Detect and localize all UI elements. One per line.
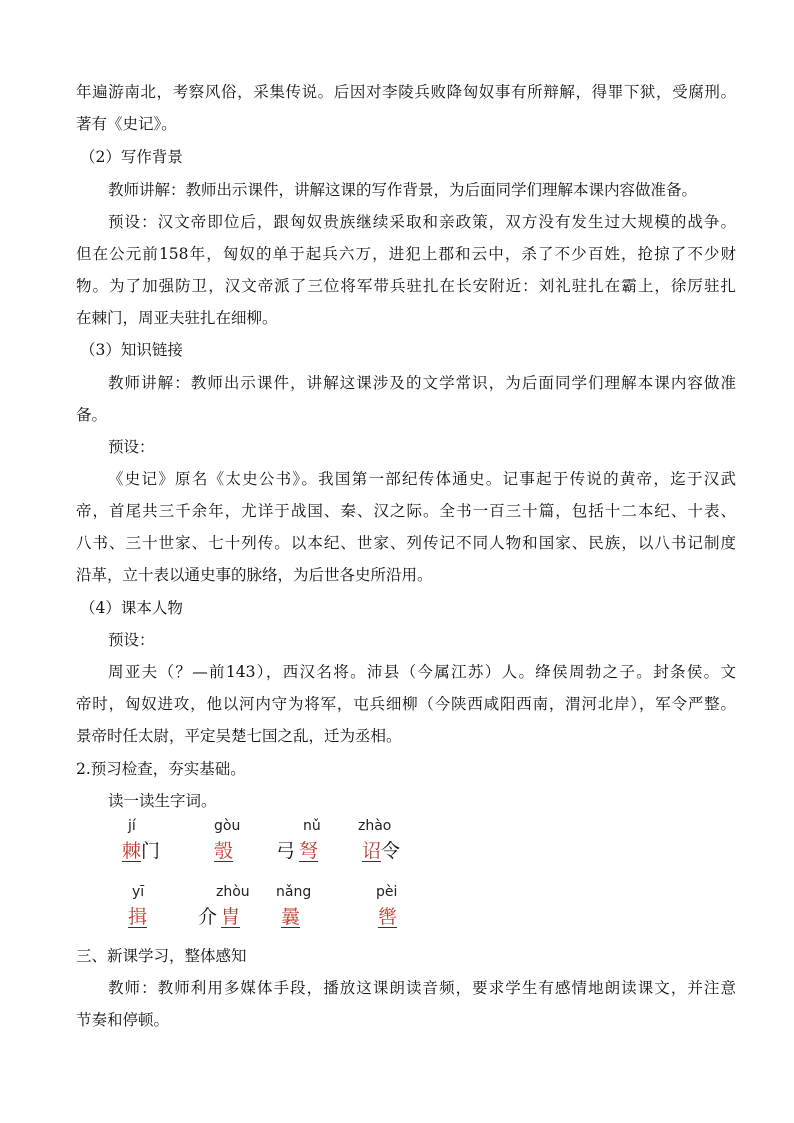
vocab-word	[198, 905, 240, 929]
paragraph-line: 教师讲解：教师出示课件，讲解这课涉及的文学常识，为后面同学们理解本课内容做准	[108, 374, 736, 392]
paragraph-line: 预设：	[108, 631, 155, 649]
vocab-char-plain: 介	[198, 906, 218, 928]
paragraph-line: 物。为了加强防卫，汉文帝派了三位将军带兵驻扎在长安附近：刘礼驻扎在霸上，徐厉驻扎	[76, 277, 736, 295]
section-heading: （2）写作背景	[80, 148, 183, 166]
vocab-word	[281, 905, 300, 929]
pinyin: nǔ	[303, 818, 321, 834]
pinyin: jí	[128, 818, 136, 834]
pinyin: pèi	[376, 884, 398, 900]
paragraph-line: 景帝时任太尉，平定吴楚七国之乱，迁为丞相。	[76, 727, 402, 745]
pinyin: nǎng	[276, 884, 312, 900]
vocab-char-plain: 门	[141, 840, 161, 862]
pinyin: gòu	[214, 818, 241, 834]
paragraph-line: 帝，首尾共三千余年，尤详于战国、秦、汉之际。全书一百三十篇，包括十二本纪、十表、	[76, 502, 736, 520]
vocab-char: 胄	[221, 906, 241, 928]
paragraph-line: 读一读生字词。	[108, 792, 217, 810]
vocab-word	[362, 839, 400, 863]
paragraph-line: 但在公元前158年，匈奴的单于起兵六万，进犯上郡和云中，杀了不少百姓，抢掠了不少财	[76, 245, 736, 263]
paragraph-line: 帝时，匈奴进攻，他以河内守为将军，屯兵细柳（今陕西咸阳西南，渭河北岸），军令严整。	[76, 695, 736, 713]
paragraph-line: 教师：教师利用多媒体手段，播放这课朗读音频，要求学生有感情地朗读课文，并注意	[108, 979, 736, 997]
section-heading: （3）知识链接	[80, 341, 183, 359]
vocab-char-plain: 令	[381, 840, 401, 862]
pinyin: zhòu	[216, 884, 250, 900]
paragraph-line: 教师讲解：教师出示课件，讲解这课的写作背景，为后面同学们理解本课内容做准备。	[108, 181, 698, 199]
vocab-char: 揖	[128, 906, 148, 928]
section-heading: 2.预习检查，夯实基础。	[76, 760, 246, 778]
vocab-word	[378, 905, 397, 929]
vocab-char: 弩	[299, 840, 319, 862]
pinyin: yī	[132, 884, 145, 900]
paragraph-line: 节奏和停顿。	[76, 1011, 170, 1029]
vocab-word	[122, 839, 160, 863]
paragraph-line: 预设：	[108, 438, 155, 456]
paragraph-line: 在棘门，周亚夫驻扎在细柳。	[76, 309, 278, 327]
paragraph-line: 《史记》原名《太史公书》。我国第一部纪传体通史。记事起于传说的黄帝，迄于汉武	[108, 470, 736, 488]
vocab-char: 曩	[281, 906, 301, 928]
paragraph-line: 著有《史记》。	[76, 115, 177, 133]
vocab-word	[214, 839, 233, 863]
vocab-word	[128, 905, 147, 929]
vocab-char: 彀	[214, 840, 234, 862]
paragraph-line: 预设：汉文帝即位后，跟匈奴贵族继续采取和亲政策，双方没有发生过大规模的战争。	[108, 213, 736, 231]
paragraph-line: 沿革，立十表以通史事的脉络，为后世各史所沿用。	[76, 566, 433, 584]
section-heading: （4）课本人物	[80, 599, 183, 617]
paragraph-line: 年遍游南北，考察风俗，采集传说。后因对李陵兵败降匈奴事有所辩解，得罪下狱，受腐刑。	[76, 83, 736, 101]
vocab-char: 棘	[122, 840, 142, 862]
paragraph-line: 八书、三十世家、七十列传。以本纪、世家、列传记不同人物和国家、民族，以八书记制度	[76, 534, 736, 552]
vocab-char-plain: 弓	[276, 840, 296, 862]
vocab-char: 诏	[362, 840, 382, 862]
section-heading: 三、新课学习，整体感知	[76, 947, 247, 965]
paragraph-line: 周亚夫（？—前143），西汉名将。沛县（今属江苏）人。绛侯周勃之子。封条侯。文	[108, 663, 736, 681]
pinyin: zhào	[358, 818, 392, 834]
paragraph-line: 备。	[76, 406, 108, 424]
vocab-word	[276, 839, 318, 863]
vocab-char: 辔	[378, 906, 398, 928]
